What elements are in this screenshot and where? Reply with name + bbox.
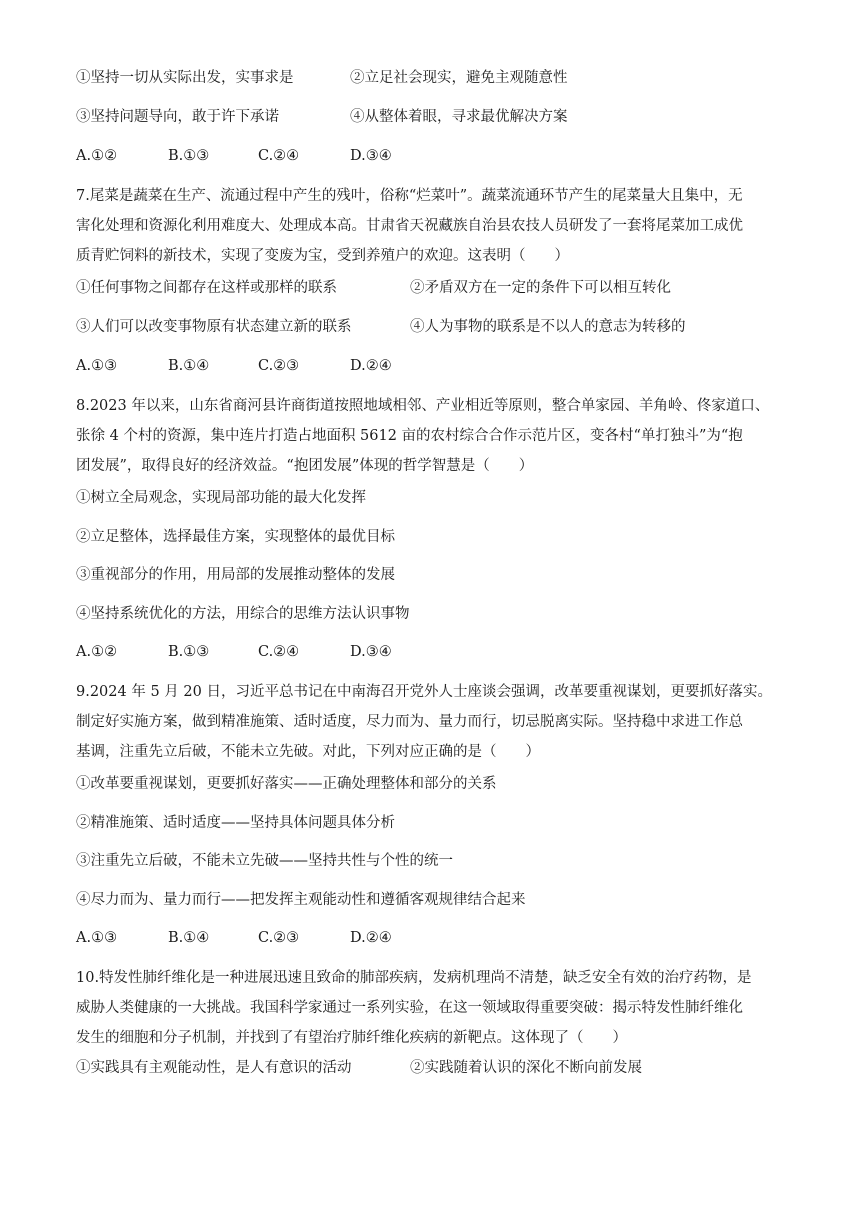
q7-option-2: ②矛盾双方在一定的条件下可以相互转化 — [410, 280, 671, 296]
q6-answer-b: B.①③ — [168, 148, 210, 164]
q9-option-1: ①改革要重视谋划，更要抓好落实——正确处理整体和部分的关系 — [76, 776, 497, 792]
q9-stem-line-3: 基调，注重先立后破，不能未立先破。对此，下列对应正确的是（ ） — [76, 744, 540, 760]
q6-answer-d: D.③④ — [350, 148, 392, 164]
q9-answer-a: A.①③ — [76, 930, 118, 946]
q8-answer-b: B.①③ — [168, 644, 210, 660]
q7-answer-d: D.②④ — [350, 358, 392, 374]
q10-option-2: ②实践随着认识的深化不断向前发展 — [410, 1060, 642, 1076]
q9-option-3: ③注重先立后破，不能未立先破——坚持共性与个性的统一 — [76, 853, 453, 869]
q8-answer-a: A.①② — [76, 644, 118, 660]
q7-answer-c: C.②③ — [258, 358, 300, 374]
q10-stem-line-3: 发生的细胞和分子机制，并找到了有望治疗肺纤维化疾病的新靶点。这体现了（ ） — [76, 1030, 627, 1046]
q8-option-1: ①树立全局观念，实现局部功能的最大化发挥 — [76, 490, 366, 506]
q7-answer-a: A.①③ — [76, 358, 118, 374]
q10-option-1: ①实践具有主观能动性，是人有意识的活动 — [76, 1060, 352, 1076]
q8-answer-d: D.③④ — [350, 644, 392, 660]
q9-answer-d: D.②④ — [350, 930, 392, 946]
q8-stem-line-3: 团发展”，取得良好的经济效益。“抱团发展”体现的哲学智慧是（ ） — [76, 458, 534, 474]
q8-option-2: ②立足整体，选择最佳方案，实现整体的最优目标 — [76, 529, 395, 545]
q10-stem-line-2: 威胁人类健康的一大挑战。我国科学家通过一系列实验，在这一领域取得重要突破：揭示特发性肺纤维化 — [76, 1000, 743, 1016]
q8-stem-line-2: 张徐 4 个村的资源，集中连片打造占地面积 5612 亩的农村综合合作示范片区，变各村“单打独斗”为“抱 — [76, 428, 743, 444]
q9-option-4: ④尽力而为、量力而行——把发挥主观能动性和遵循客观规律结合起来 — [76, 892, 526, 908]
q7-stem-line-3: 质青贮饲料的新技术，实现了变废为宝，受到养殖户的欢迎。这表明（ ） — [76, 248, 569, 264]
q7-answer-b: B.①④ — [168, 358, 210, 374]
q6-answer-c: C.②④ — [258, 148, 300, 164]
q7-option-3: ③人们可以改变事物原有状态建立新的联系 — [76, 319, 352, 335]
q6-answer-a: A.①② — [76, 148, 118, 164]
q9-stem-line-2: 制定好实施方案，做到精准施策、适时适度，尽力而为、量力而行，切忌脱离实际。坚持稳中求进工作总 — [76, 714, 743, 730]
q8-answer-c: C.②④ — [258, 644, 300, 660]
q6-option-2: ②立足社会现实，避免主观随意性 — [350, 70, 568, 86]
q9-option-2: ②精准施策、适时适度——坚持具体问题具体分析 — [76, 815, 395, 831]
q7-stem-line-1: 7.尾菜是蔬菜在生产、流通过程中产生的残叶，俗称“烂菜叶”。蔬菜流通环节产生的尾菜量大且集中，无 — [76, 188, 743, 204]
q6-option-4: ④从整体着眼，寻求最优解决方案 — [350, 109, 568, 125]
q9-answer-b: B.①④ — [168, 930, 210, 946]
q7-option-4: ④人为事物的联系是不以人的意志为转移的 — [410, 319, 686, 335]
q7-stem-line-2: 害化处理和资源化利用难度大、处理成本高。甘肃省天祝藏族自治县农技人员研发了一套将尾菜加工成优 — [76, 218, 743, 234]
q9-stem-line-1: 9.2024 年 5 月 20 日，习近平总书记在中南海召开党外人士座谈会强调，改革要重视谋划，更要抓好落实。 — [76, 684, 772, 700]
q9-answer-c: C.②③ — [258, 930, 300, 946]
q6-option-1: ①坚持一切从实际出发，实事求是 — [76, 70, 294, 86]
q8-stem-line-1: 8.2023 年以来，山东省商河县许商街道按照地域相邻、产业相近等原则，整合单家园、羊角岭、佟家道口、 — [76, 398, 770, 414]
q8-option-4: ④坚持系统优化的方法，用综合的思维方法认识事物 — [76, 606, 410, 622]
q6-option-3: ③坚持问题导向，敢于许下承诺 — [76, 109, 279, 125]
q10-stem-line-1: 10.特发性肺纤维化是一种进展迅速且致命的肺部疾病，发病机理尚不清楚，缺乏安全有效的治疗药物，是 — [76, 970, 752, 986]
q8-option-3: ③重视部分的作用，用局部的发展推动整体的发展 — [76, 567, 395, 583]
q7-option-1: ①任何事物之间都存在这样或那样的联系 — [76, 280, 337, 296]
